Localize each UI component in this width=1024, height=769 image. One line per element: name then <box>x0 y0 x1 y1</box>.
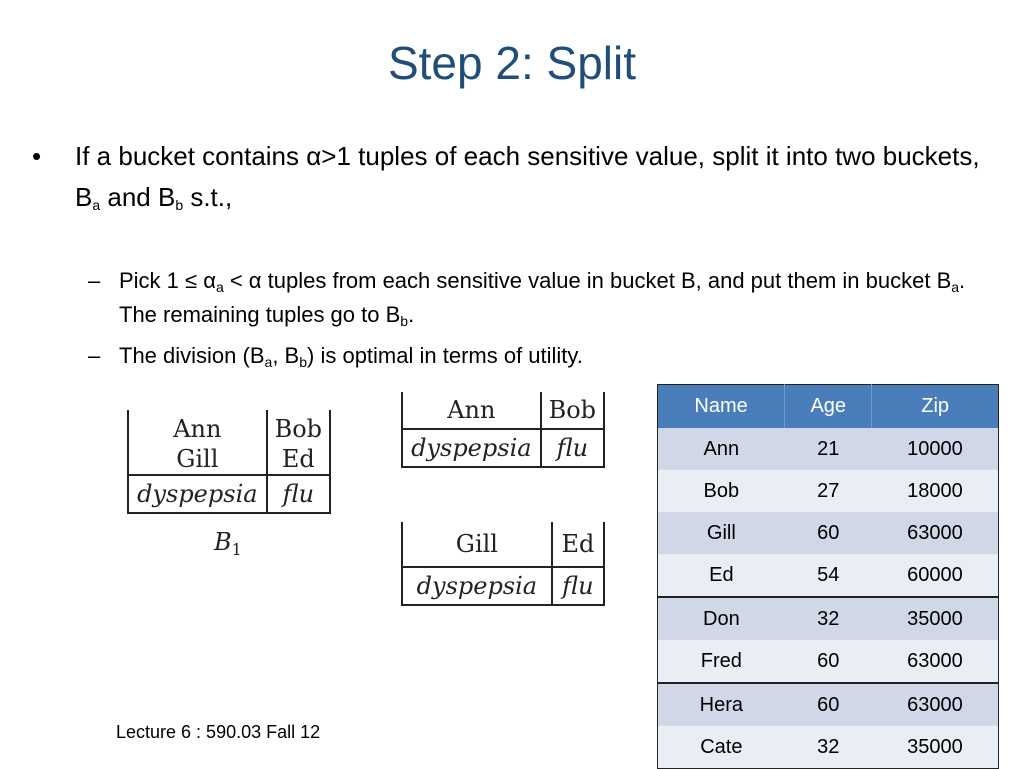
bb-name-gill: Gill <box>402 522 552 567</box>
subscript: a <box>215 279 224 295</box>
table-row <box>658 640 999 683</box>
slide-title: Step 2: Split <box>387 37 637 89</box>
cell-zip: 35000 <box>872 726 999 769</box>
b1-sensitive-flu: flu <box>282 480 315 508</box>
name-cell: Ed <box>281 445 315 473</box>
header-age: Age <box>785 385 872 429</box>
bullet-text-part: s.t., <box>183 182 233 212</box>
bb-sensitive-dyspepsia: dyspepsia <box>402 567 552 605</box>
bb-sensitive-flu: flu <box>562 572 594 600</box>
b1-names-right <box>267 410 330 475</box>
cell-name: Don <box>658 597 785 640</box>
sub-bullet-text <box>119 264 979 332</box>
table-row <box>658 428 999 470</box>
name-cell: Ann <box>173 415 222 443</box>
bucket-ba-table <box>401 392 605 468</box>
table-row <box>658 512 999 554</box>
cell-zip: 60000 <box>872 554 999 597</box>
name-cell: Bob <box>274 415 323 443</box>
b1-names-left <box>128 410 267 475</box>
ba-sensitive-dyspepsia: dyspepsia <box>402 429 541 467</box>
header-name: Name <box>658 385 785 429</box>
name-cell: Gill <box>176 445 219 473</box>
subscript: a <box>92 197 101 213</box>
table-row <box>658 554 999 597</box>
cell-age: 27 <box>785 470 872 512</box>
subscript: b <box>400 313 409 329</box>
bucket-b1-table <box>127 410 331 514</box>
bucket-b1-label <box>214 528 242 559</box>
ba-sensitive-flu: flu <box>556 434 589 462</box>
text-part: ) is optimal in terms of utility. <box>307 343 583 368</box>
dash-icon: – <box>88 343 101 368</box>
cell-name: Gill <box>658 512 785 554</box>
label-subscript: 1 <box>231 540 242 559</box>
subscript: b <box>299 354 308 370</box>
text-part: Pick 1 ≤ α <box>119 268 216 293</box>
cell-age: 60 <box>785 683 872 726</box>
text-part: , B <box>272 343 300 368</box>
cell-zip: 63000 <box>872 512 999 554</box>
cell-age: 60 <box>785 640 872 683</box>
bullet-text-part: and B <box>100 182 176 212</box>
text-part: . <box>408 302 415 327</box>
subscript: a <box>951 279 960 295</box>
b1-sensitive-dyspepsia: dyspepsia <box>128 475 267 513</box>
cell-zip: 35000 <box>872 597 999 640</box>
cell-zip: 63000 <box>872 640 999 683</box>
cell-name: Ed <box>658 554 785 597</box>
table-row <box>658 683 999 726</box>
ba-name-bob: Bob <box>548 396 597 424</box>
data-table <box>657 384 999 769</box>
table-row <box>658 597 999 640</box>
bb-name-ed: Ed <box>561 530 595 558</box>
ba-name-ann: Ann <box>402 392 541 429</box>
text-part: The division (B <box>119 343 265 368</box>
cell-age: 54 <box>785 554 872 597</box>
cell-name: Cate <box>658 726 785 769</box>
text-part: < α tuples from each sensitive value in bucket B, and put them in bucket B <box>223 268 952 293</box>
cell-name: Hera <box>658 683 785 726</box>
cell-zip: 63000 <box>872 683 999 726</box>
bucket-bb-table <box>401 522 605 606</box>
label-main: B <box>214 528 232 556</box>
subscript: b <box>175 197 184 213</box>
header-zip: Zip <box>872 385 999 429</box>
bullet-icon: • <box>32 141 42 171</box>
cell-name: Ann <box>658 428 785 470</box>
cell-zip: 18000 <box>872 470 999 512</box>
sub-bullet-text <box>119 339 979 373</box>
table-row <box>658 726 999 769</box>
cell-age: 32 <box>785 597 872 640</box>
cell-age: 60 <box>785 512 872 554</box>
footer-text: Lecture 6 : 590.03 Fall 12 <box>116 722 321 742</box>
dash-icon: – <box>88 268 101 293</box>
cell-zip: 10000 <box>872 428 999 470</box>
cell-name: Fred <box>658 640 785 683</box>
bullet-text-part: If a bucket contains α>1 tuples of each sensitive value, split it into two buckets, B <box>75 141 980 212</box>
table-header-row <box>658 385 999 429</box>
cell-age: 32 <box>785 726 872 769</box>
text-part: . The remaining tuples go to B <box>119 268 966 327</box>
cell-name: Bob <box>658 470 785 512</box>
table-row <box>658 470 999 512</box>
cell-age: 21 <box>785 428 872 470</box>
subscript: a <box>264 354 273 370</box>
main-bullet-text <box>75 136 1002 218</box>
